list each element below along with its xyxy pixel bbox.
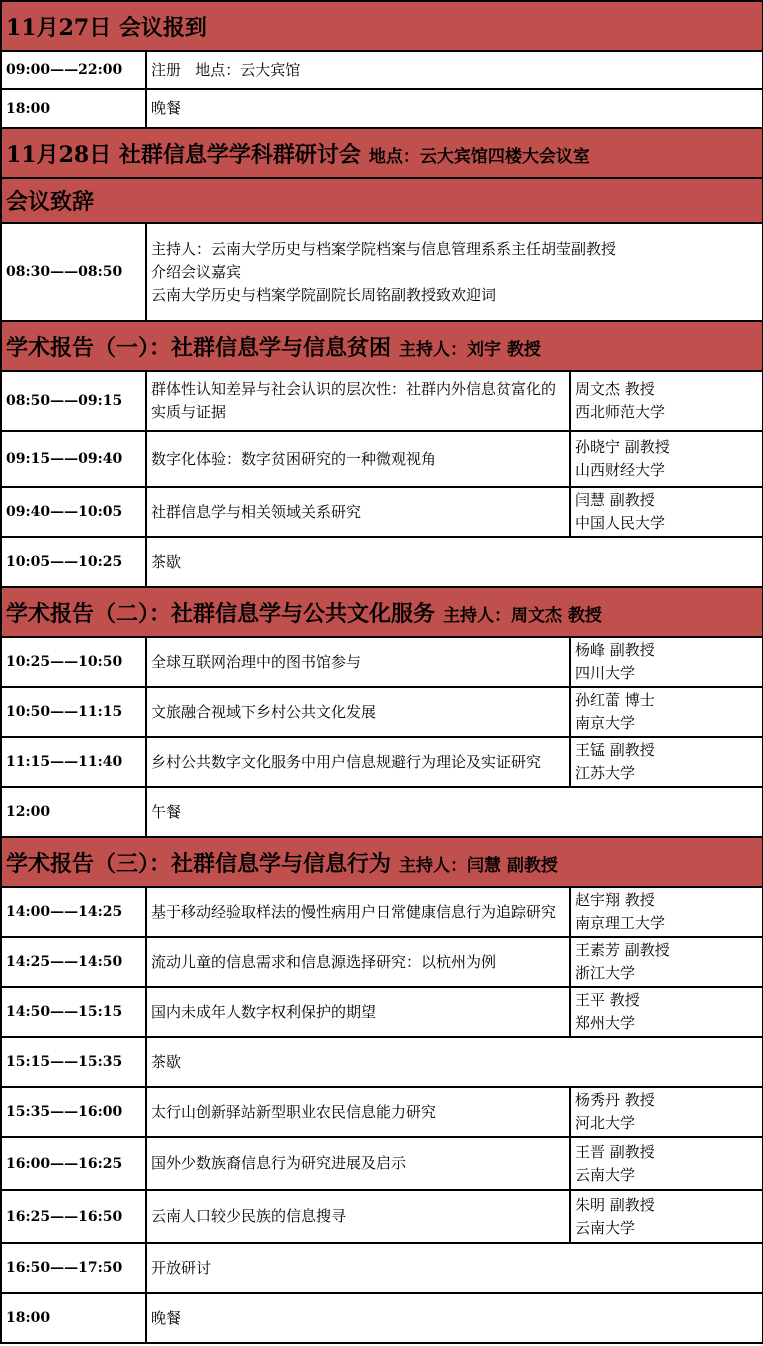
speaker-name: 赵宇翔 教授 xyxy=(575,891,655,909)
speaker-affiliation: 浙江大学 xyxy=(575,964,636,982)
talk-row xyxy=(1,1190,763,1243)
talk-row xyxy=(1,887,763,937)
talk-title: 数字化体验：数字贫困研究的一种微观视角 xyxy=(146,431,570,487)
row-time: 16:25——16:50 xyxy=(1,1190,146,1243)
talk-speaker xyxy=(570,487,763,537)
talk-row xyxy=(1,937,763,987)
talk-speaker xyxy=(570,737,763,787)
row-time: 09:00——22:00 xyxy=(1,51,146,89)
speaker-name: 杨峰 副教授 xyxy=(575,641,655,659)
row-time: 08:30——08:50 xyxy=(1,223,146,321)
talk-speaker xyxy=(570,1087,763,1137)
row-time: 18:00 xyxy=(1,89,146,128)
speaker-affiliation: 南京理工大学 xyxy=(575,914,666,932)
row-text: 晚餐 xyxy=(146,1293,763,1343)
talk-title: 全球互联网治理中的图书馆参与 xyxy=(146,637,570,687)
opening-header-row xyxy=(1,178,763,223)
session3-header-row xyxy=(1,837,763,887)
opening-heading: 会议致辞 xyxy=(1,178,763,223)
talk-row xyxy=(1,431,763,487)
talk-row xyxy=(1,1087,763,1137)
talk-speaker xyxy=(570,887,763,937)
talk-title: 社群信息学与相关领域关系研究 xyxy=(146,487,570,537)
opening-line: 介绍会议嘉宾 xyxy=(151,262,242,281)
row-time: 10:05——10:25 xyxy=(1,537,146,587)
row-time: 14:50——15:15 xyxy=(1,987,146,1037)
talk-speaker xyxy=(570,937,763,987)
row-time: 09:40——10:05 xyxy=(1,487,146,537)
session3-heading: 学术报告（三）：社群信息学与信息行为 xyxy=(6,850,392,877)
session1-host: 主持人：刘宇 教授 xyxy=(399,339,541,360)
talk-title: 云南人口较少民族的信息搜寻 xyxy=(146,1190,570,1243)
row-text: 茶歇 xyxy=(146,1037,763,1087)
opening-line: 云南大学历史与档案学院副院长周铭副教授致欢迎词 xyxy=(151,285,497,304)
speaker-name: 孙晓宁 副教授 xyxy=(575,438,670,456)
talk-speaker xyxy=(570,1137,763,1190)
row-time: 10:50——11:15 xyxy=(1,687,146,737)
row-text: 茶歇 xyxy=(146,537,763,587)
talk-title: 太行山创新驿站新型职业农民信息能力研究 xyxy=(146,1087,570,1137)
talk-title: 国外少数族裔信息行为研究进展及启示 xyxy=(146,1137,570,1190)
speaker-name: 孙红蕾 博士 xyxy=(575,691,655,709)
day2-header-row xyxy=(1,128,763,178)
speaker-name: 王锰 副教授 xyxy=(575,741,655,759)
speaker-name: 王晋 副教授 xyxy=(575,1142,655,1161)
talk-row xyxy=(1,987,763,1037)
talk-title: 文旅融合视域下乡村公共文化发展 xyxy=(146,687,570,737)
speaker-affiliation: 河北大学 xyxy=(575,1114,636,1132)
talk-speaker xyxy=(570,371,763,431)
speaker-affiliation: 中国人民大学 xyxy=(575,514,666,532)
talk-title: 基于移动经验取样法的慢性病用户日常健康信息行为追踪研究 xyxy=(146,887,570,937)
row-time: 15:35——16:00 xyxy=(1,1087,146,1137)
talk-row xyxy=(1,371,763,431)
row-text: 注册 地点：云大宾馆 xyxy=(146,51,763,89)
schedule-row xyxy=(1,89,763,128)
talk-row xyxy=(1,737,763,787)
dinner-row xyxy=(1,1293,763,1343)
talk-speaker xyxy=(570,431,763,487)
speaker-affiliation: 山西财经大学 xyxy=(575,461,666,479)
session2-heading: 学术报告（二）：社群信息学与公共文化服务 xyxy=(6,600,436,627)
speaker-affiliation: 四川大学 xyxy=(575,664,636,682)
day1-header-row xyxy=(1,1,763,51)
row-time: 11:15——11:40 xyxy=(1,737,146,787)
speaker-affiliation: 郑州大学 xyxy=(575,1014,636,1032)
talk-title: 国内未成年人数字权利保护的期望 xyxy=(146,987,570,1037)
row-text: 开放研讨 xyxy=(146,1243,763,1293)
talk-title: 流动儿童的信息需求和信息源选择研究：以杭州为例 xyxy=(146,937,570,987)
row-time: 10:25——10:50 xyxy=(1,637,146,687)
day1-heading: 11月27日 会议报到 xyxy=(1,1,763,51)
session2-host: 主持人：周文杰 教授 xyxy=(443,605,602,626)
talk-row xyxy=(1,687,763,737)
speaker-affiliation: 南京大学 xyxy=(575,714,636,732)
opening-text xyxy=(146,223,763,321)
row-text: 晚餐 xyxy=(146,89,763,128)
row-time: 15:15——15:35 xyxy=(1,1037,146,1087)
discussion-row xyxy=(1,1243,763,1293)
row-time: 09:15——09:40 xyxy=(1,431,146,487)
row-time: 12:00 xyxy=(1,787,146,837)
day2-location: 地点：云大宾馆四楼大会议室 xyxy=(368,146,590,167)
speaker-affiliation: 江苏大学 xyxy=(575,764,636,782)
lunch-row xyxy=(1,787,763,837)
row-text: 午餐 xyxy=(146,787,763,837)
talk-speaker xyxy=(570,987,763,1037)
talk-row xyxy=(1,1137,763,1190)
talk-title: 乡村公共数字文化服务中用户信息规避行为理论及实证研究 xyxy=(146,737,570,787)
speaker-name: 朱明 副教授 xyxy=(575,1195,655,1214)
break-row xyxy=(1,1037,763,1087)
talk-row xyxy=(1,637,763,687)
row-time: 08:50——09:15 xyxy=(1,371,146,431)
opening-line: 主持人：云南大学历史与档案学院档案与信息管理系系主任胡莹副教授 xyxy=(151,239,617,258)
row-time: 18:00 xyxy=(1,1293,146,1343)
day2-heading: 11月28日 社群信息学学科群研讨会 xyxy=(6,141,361,168)
talk-title: 群体性认知差异与社会认识的层次性：社群内外信息贫富化的实质与证据 xyxy=(146,371,570,431)
talk-speaker xyxy=(570,1190,763,1243)
speaker-affiliation: 云南大学 xyxy=(575,1165,636,1184)
talk-row xyxy=(1,487,763,537)
speaker-name: 闫慧 副教授 xyxy=(575,491,655,509)
speaker-name: 周文杰 教授 xyxy=(575,380,655,398)
speaker-name: 王素芳 副教授 xyxy=(575,941,670,959)
speaker-name: 杨秀丹 教授 xyxy=(575,1091,655,1109)
row-time: 14:25——14:50 xyxy=(1,937,146,987)
session3-host: 主持人：闫慧 副教授 xyxy=(399,855,558,876)
talk-speaker xyxy=(570,687,763,737)
speaker-name: 王平 教授 xyxy=(575,991,640,1009)
opening-row xyxy=(1,223,763,321)
session1-header-row xyxy=(1,321,763,371)
row-time: 14:00——14:25 xyxy=(1,887,146,937)
session1-heading: 学术报告（一）：社群信息学与信息贫困 xyxy=(6,334,392,361)
break-row xyxy=(1,537,763,587)
talk-speaker xyxy=(570,637,763,687)
speaker-affiliation: 云南大学 xyxy=(575,1218,636,1237)
session2-header-row xyxy=(1,587,763,637)
row-time: 16:50——17:50 xyxy=(1,1243,146,1293)
schedule-row xyxy=(1,51,763,89)
speaker-affiliation: 西北师范大学 xyxy=(575,403,666,421)
row-time: 16:00——16:25 xyxy=(1,1137,146,1190)
